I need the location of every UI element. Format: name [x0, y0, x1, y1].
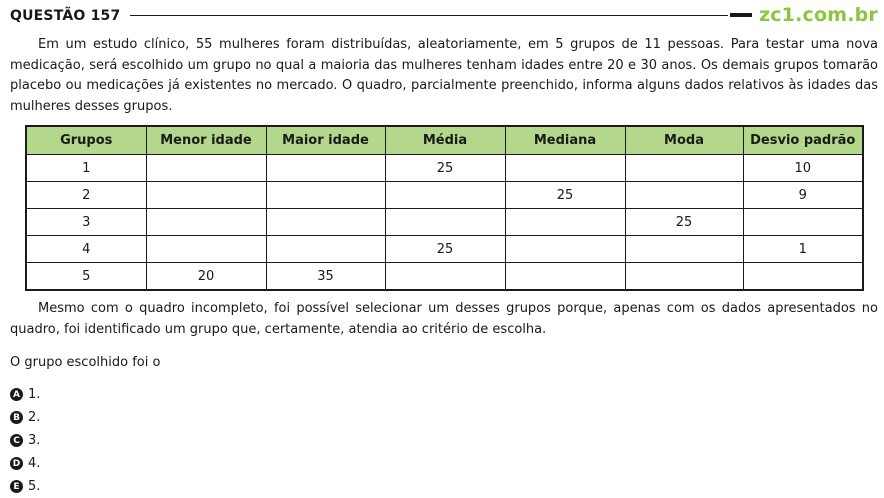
option-e[interactable] [10, 475, 40, 498]
table-row [26, 155, 863, 182]
option-c[interactable] [10, 429, 40, 452]
header-bar [730, 13, 752, 17]
table-row [26, 236, 863, 263]
table-cell: 25 [625, 209, 743, 236]
table-cell [146, 236, 266, 263]
table-cell [505, 209, 625, 236]
brand-logo: zc1.com.br [758, 4, 878, 26]
table-cell [625, 263, 743, 291]
table-cell [625, 236, 743, 263]
table-cell: 10 [743, 155, 863, 182]
header-cell: Menor idade [146, 126, 266, 155]
table-cell: 25 [385, 236, 505, 263]
table-cell: 20 [146, 263, 266, 291]
option-d-text: 4. [28, 456, 41, 471]
table-cell [505, 263, 625, 291]
table-cell [505, 155, 625, 182]
option-e-letter-icon: E [10, 480, 23, 493]
question-number: QUESTÃO 157 [10, 8, 121, 24]
after-table-paragraph: Mesmo com o quadro incompleto, foi possível selecionar um desses grupos porque, apenas com os dados apresentados no quadro, foi identificado um grupo que, certamente, atendia ao critério de escolha. [10, 301, 878, 337]
answer-options [10, 383, 40, 498]
header-cell: Desvio padrão [743, 126, 863, 155]
option-d[interactable] [10, 452, 40, 475]
option-e-text: 5. [28, 479, 41, 494]
header-cell: Maior idade [266, 126, 385, 155]
header-cell: Grupos [26, 126, 146, 155]
table-cell [146, 155, 266, 182]
option-a[interactable] [10, 383, 40, 406]
option-a-text: 1. [28, 387, 41, 402]
table-cell: 1 [26, 155, 146, 182]
table-header-row [26, 126, 863, 155]
option-c-text: 3. [28, 433, 41, 448]
table-cell [266, 236, 385, 263]
table-cell [266, 209, 385, 236]
option-c-letter-icon: C [10, 434, 23, 447]
table-cell: 5 [26, 263, 146, 291]
intro-paragraph: Em um estudo clínico, 55 mulheres foram distribuídas, aleatoriamente, em 5 grupos de 11 pessoas. Para testar uma nova medicação, será escolhido um grupo no qual a maioria das mulheres tenham idades entre 20 e 30 anos. Os demais grupos tomarão placebo ou medicações já existentes no mercado. O quadro, parcialmente preenchido, informa alguns dados relativos às idades das mulheres desses grupos. [10, 37, 878, 114]
table-cell [146, 209, 266, 236]
table-cell [743, 209, 863, 236]
header-cell: Moda [625, 126, 743, 155]
table-cell: 9 [743, 182, 863, 209]
question-prompt: O grupo escolhido foi o [10, 355, 161, 370]
table-cell [625, 155, 743, 182]
table-cell [505, 236, 625, 263]
table-cell [146, 182, 266, 209]
table-row [26, 182, 863, 209]
table-cell: 25 [505, 182, 625, 209]
option-a-letter-icon: A [10, 388, 23, 401]
table-cell [266, 155, 385, 182]
table-row [26, 209, 863, 236]
header-rule [130, 15, 728, 16]
option-b-letter-icon: B [10, 411, 23, 424]
table-cell [385, 263, 505, 291]
table-cell: 3 [26, 209, 146, 236]
table-cell [385, 209, 505, 236]
question-header [10, 6, 878, 28]
table-cell [625, 182, 743, 209]
option-b[interactable] [10, 406, 40, 429]
data-table [25, 125, 864, 291]
table-cell: 1 [743, 236, 863, 263]
table-cell: 4 [26, 236, 146, 263]
header-cell: Mediana [505, 126, 625, 155]
table-cell [743, 263, 863, 291]
header-cell: Média [385, 126, 505, 155]
option-d-letter-icon: D [10, 457, 23, 470]
table-cell: 25 [385, 155, 505, 182]
table-row [26, 263, 863, 291]
table-cell: 2 [26, 182, 146, 209]
table-cell [385, 182, 505, 209]
table-cell [266, 182, 385, 209]
option-b-text: 2. [28, 410, 41, 425]
table-cell: 35 [266, 263, 385, 291]
